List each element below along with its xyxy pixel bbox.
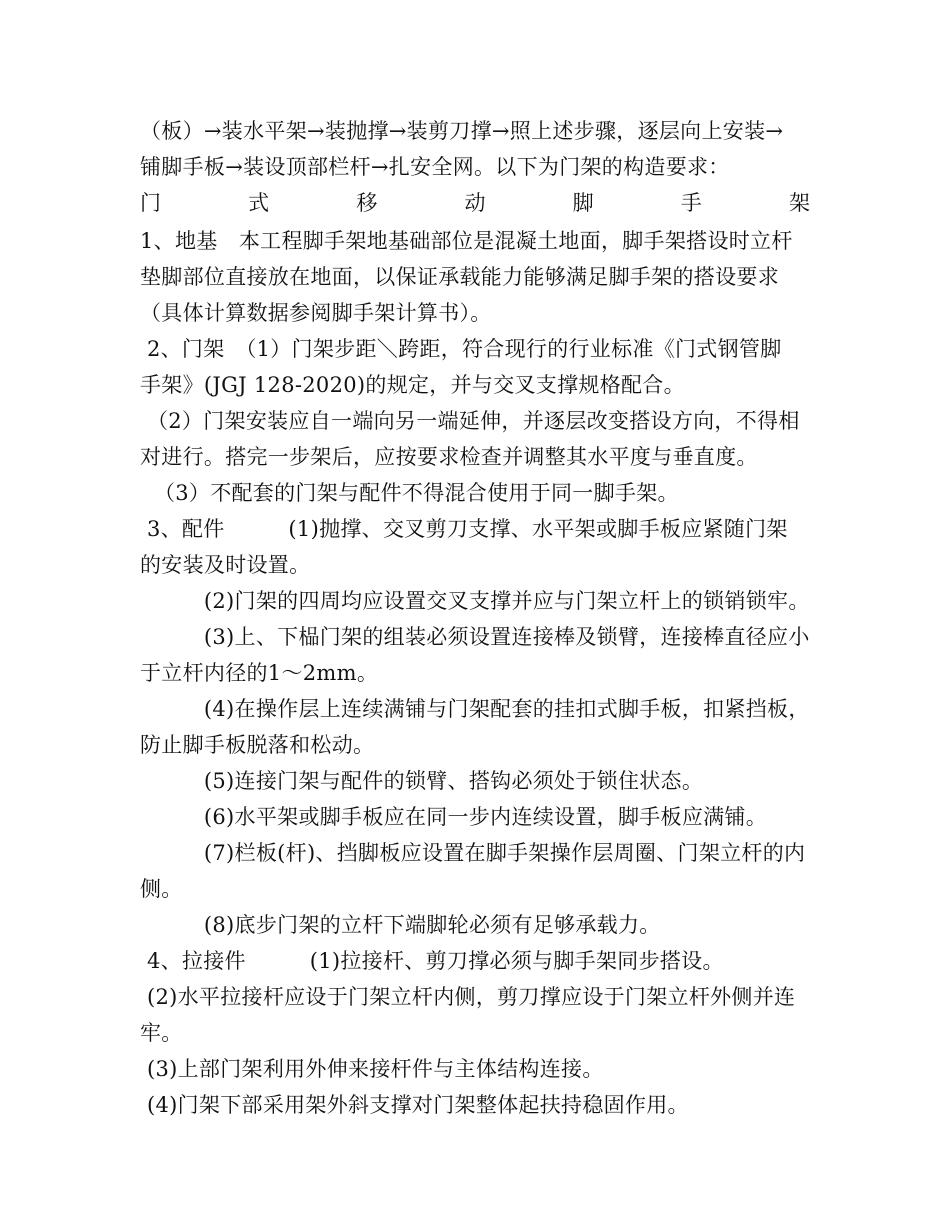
text-line: 2、门架 （1）门架步距＼跨距，符合现行的行业标准《门式钢管脚 bbox=[140, 337, 782, 361]
text-line: (7)栏板(杆)、挡脚板应设置在脚手架操作层周圈、门架立杆的内 bbox=[140, 841, 806, 865]
heading-char: 动 bbox=[464, 191, 486, 215]
text-line: 4、拉接件 (1)拉接杆、剪刀撑必须与脚手架同步搭设。 bbox=[140, 949, 724, 973]
heading-char: 式 bbox=[248, 191, 270, 215]
text-line: （具体计算数据参阅脚手架计算书）。 bbox=[140, 301, 492, 325]
heading-char: 脚 bbox=[572, 191, 594, 215]
text-line: 对进行。搭完一步架后，应按要求检查并调整其水平度与垂直度。 bbox=[140, 445, 758, 469]
text-line: （2）门架安装应自一端向另一端延伸，并逐层改变搭设方向，不得相 bbox=[140, 409, 800, 433]
text-line: 防止脚手板脱落和松动。 bbox=[140, 733, 375, 757]
heading-char: 移 bbox=[356, 191, 378, 215]
text-line: 牢。 bbox=[140, 1021, 183, 1045]
text-line: 铺脚手板→装设顶部栏杆→扎安全网。以下为门架的构造要求： bbox=[140, 155, 730, 179]
text-line: 手架》(JGJ 128-2020)的规定，并与交叉支撑规格配合。 bbox=[140, 373, 685, 397]
heading-char: 门 bbox=[140, 191, 161, 215]
text-line: 3、配件 (1)抛撑、交叉剪刀支撑、水平架或脚手板应紧随门架 bbox=[140, 517, 788, 541]
section-heading bbox=[140, 188, 810, 218]
text-line: (3)上部门架利用外伸来接杆件与主体结构连接。 bbox=[140, 1057, 604, 1081]
text-line: (4)在操作层上连续满铺与门架配套的挂扣式脚手板，扣紧挡板， bbox=[140, 697, 810, 721]
text-line: （板）→装水平架→装抛撑→装剪刀撑→照上述步骤，逐层向上安装→ bbox=[140, 119, 784, 143]
text-line: 垫脚部位直接放在地面，以保证承载能力能够满足脚手架的搭设要求 bbox=[140, 265, 779, 289]
text-line: (5)连接门架与配件的锁臂、搭钩必须处于锁住状态。 bbox=[140, 769, 704, 793]
text-line: 1、地基 本工程脚手架地基础部位是混凝土地面，脚手架搭设时立杆 bbox=[140, 229, 793, 253]
text-line: 的安装及时设置。 bbox=[140, 553, 311, 577]
text-line: (4)门架下部采用架外斜支撑对门架整体起扶持稳固作用。 bbox=[140, 1093, 689, 1117]
text-line: 于立杆内径的1～2mm。 bbox=[140, 661, 379, 685]
text-line: (2)门架的四周均应设置交叉支撑并应与门架立杆上的锁销锁牢。 bbox=[140, 589, 810, 613]
heading-char: 手 bbox=[680, 191, 702, 215]
text-line: (3)上、下榀门架的组装必须设置连接棒及锁臂，连接棒直径应小 bbox=[140, 625, 810, 649]
text-line: 侧。 bbox=[140, 877, 183, 901]
text-line: (6)水平架或脚手板应在同一步内连续设置，脚手板应满铺。 bbox=[140, 805, 768, 829]
text-line: (2)水平拉接杆应设于门架立杆内侧，剪刀撑应设于门架立杆外侧并连 bbox=[140, 985, 796, 1009]
text-line: (8)底步门架的立杆下端脚轮必须有足够承载力。 bbox=[140, 913, 661, 937]
text-line: （3）不配套的门架与配件不得混合使用于同一脚手架。 bbox=[140, 481, 679, 505]
heading-char: 架 bbox=[788, 191, 810, 215]
